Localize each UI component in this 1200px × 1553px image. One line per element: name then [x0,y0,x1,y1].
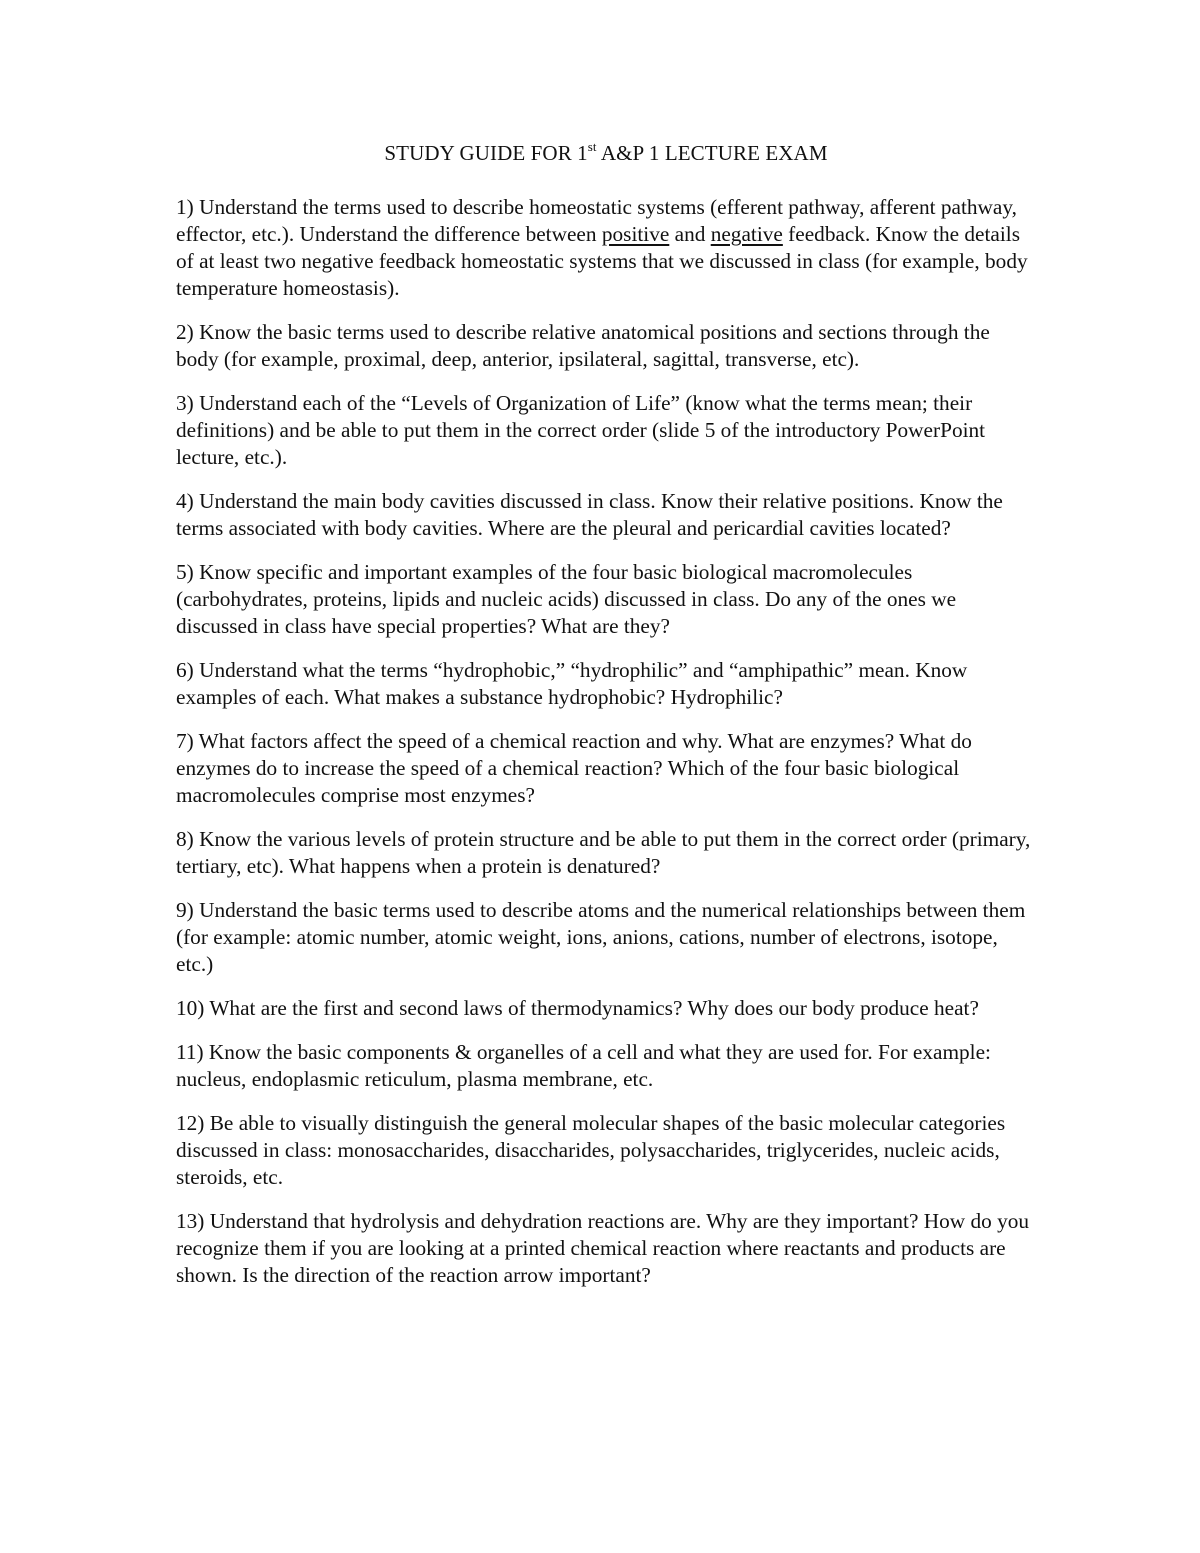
underlined-negative: negative [710,222,783,246]
study-item-7: 7) What factors affect the speed of a chemical reaction and why. What are enzymes? What do enzymes do to increase the speed of a chemical reaction? Which of the four basic biological macromolecules comprise most enzymes? [176,729,972,807]
study-item-3: 3) Understand each of the “Levels of Organization of Life” (know what the terms mean; their definitions) and be able to put them in the correct order (slide 5 of the introductory PowerPoint lecture, etc.). [176,391,986,469]
study-item-8: 8) Know the various levels of protein structure and be able to put them in the correct order (primary, tertiary, etc). What happens when a protein is denatured? [176,827,1031,878]
title-prefix: STUDY GUIDE FOR 1 [384,141,588,165]
study-item-13: 13) Understand that hydrolysis and dehydration reactions are. Why are they important? How do you recognize them if you are looking at a printed chemical reaction where reactants and products are shown. Is the direction of the reaction arrow important? [176,1209,1030,1287]
item-1-text-b: and [669,222,711,246]
document-title [176,140,1036,167]
title-superscript: st [587,139,597,154]
item-1-text-c: feedback. Know the details of at least two negative feedback homeostatic systems that we discussed in class (for example, body temperature homeostasis). [176,222,1028,300]
study-item-9: 9) Understand the basic terms used to describe atoms and the numerical relationships between them (for example: atomic number, atomic weight, ions, anions, cations, number of electrons, isotope, etc.) [176,898,1026,976]
title-suffix: A&P 1 LECTURE EXAM [596,141,828,165]
item-1-text-a: 1) Understand the terms used to describe homeostatic systems (efferent pathway, afferent pathway, effector, etc.). Understand the difference between [176,195,1017,246]
document-page [176,140,1036,1306]
study-item-2: 2) Know the basic terms used to describe relative anatomical positions and sections through the body (for example, proximal, deep, anterior, ipsilateral, sagittal, transverse, etc). [176,320,990,371]
study-item-1 [176,194,1036,302]
study-item-4: 4) Understand the main body cavities discussed in class. Know their relative positions. Know the terms associated with body cavities. Where are the pleural and pericardial cavities located? [176,489,1003,540]
study-item-6: 6) Understand what the terms “hydrophobic,” “hydrophilic” and “amphipathic” mean. Know examples of each. What makes a substance hydrophobic? Hydrophilic? [176,658,968,709]
study-item-5: 5) Know specific and important examples of the four basic biological macromolecules (carbohydrates, proteins, lipids and nucleic acids) discussed in class. Do any of the ones we discussed in class have special properties? What are they? [176,560,957,638]
study-item-11: 11) Know the basic components & organelles of a cell and what they are used for. For example: nucleus, endoplasmic reticulum, plasma membrane, etc. [176,1040,991,1091]
study-item-10: 10) What are the first and second laws of thermodynamics? Why does our body produce heat? [176,996,979,1020]
study-item-12: 12) Be able to visually distinguish the general molecular shapes of the basic molecular categories discussed in class: monosaccharides, disaccharides, polysaccharides, triglycerides, nucleic acids, steroids, etc. [176,1111,1006,1189]
underlined-positive: positive [601,222,670,246]
